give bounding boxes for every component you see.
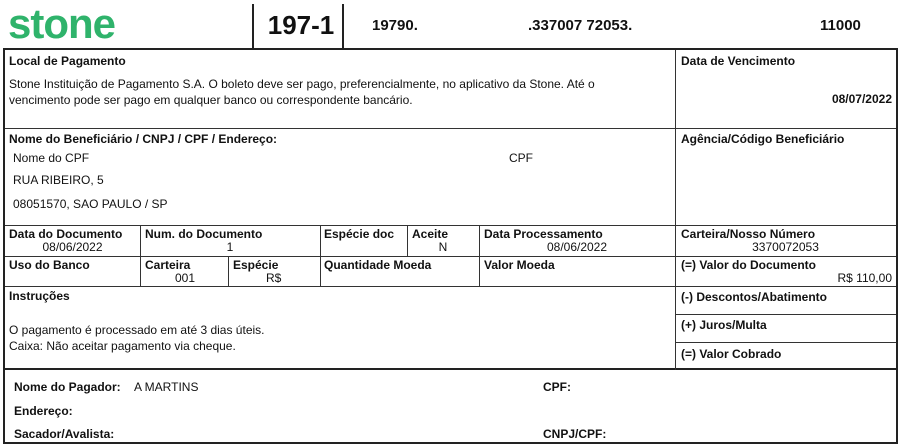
valor-documento-value: R$ 110,00 [837,271,892,285]
instrucoes-line: O pagamento é processado em até 3 dias úteis. [9,323,265,337]
carteira-label: Carteira [145,258,191,272]
especie-label: Espécie [233,258,279,272]
row-divider [5,286,896,287]
cell-divider [479,256,480,286]
instrucoes-label: Instruções [9,289,70,303]
cell-divider [228,256,229,286]
carteira-nosso-numero-label: Carteira/Nosso Número [681,227,816,241]
pagador-label: Nome do Pagador: [14,380,121,394]
num-documento-value: 1 [226,240,234,254]
pagador-endereco-label: Endereço: [14,404,73,418]
row-divider [5,225,896,226]
juros-label: (+) Juros/Multa [681,318,767,332]
digitable-line-part-2: .337007 72053. [528,17,633,34]
pagador-name: A MARTINS [134,380,199,394]
data-processamento-value: 08/06/2022 [546,240,608,254]
vencimento-value: 08/07/2022 [831,92,892,106]
boleto-table [3,48,898,370]
sacador-avalista-label: Sacador/Avalista: [14,427,115,441]
data-documento-label: Data do Documento [9,227,123,241]
cell-divider [140,256,141,286]
pagador-cpf-label: CPF: [543,380,571,394]
aceite-value: N [438,240,448,254]
aceite-label: Aceite [412,227,449,241]
valor-moeda-label: Valor Moeda [484,258,555,272]
stone-logo: stone [8,0,116,47]
uso-banco-label: Uso do Banco [9,258,90,272]
header-divider [342,4,344,48]
especie-doc-label: Espécie doc [324,227,395,241]
cell-divider [320,225,321,256]
beneficiario-address: RUA RIBEIRO, 5 [13,173,104,187]
num-documento-label: Num. do Documento [145,227,263,241]
right-column-divider [675,50,676,370]
cell-divider [320,256,321,286]
row-divider [675,314,896,315]
data-documento-value: 08/06/2022 [42,240,103,254]
agencia-label: Agência/Código Beneficiário [681,132,845,146]
carteira-nosso-numero-value: 3370072053 [752,240,819,254]
beneficiario-label: Nome do Beneficiário / CNPJ / CPF / Endereço: [9,132,278,146]
pagador-cnpj-label: CNPJ/CPF: [543,427,607,441]
local-pagamento-text: Stone Instituição de Pagamento S.A. O boleto deve ser pago, preferencialmente, no aplicativo da Stone. Até o [9,77,595,91]
beneficiario-address: 08051570, SAO PAULO / SP [13,197,168,211]
quantidade-moeda-label: Quantidade Moeda [324,258,432,272]
instrucoes-line: Caixa: Não aceitar pagamento via cheque. [9,339,236,353]
digitable-line-part-3: 11000 [820,17,861,34]
vencimento-label: Data de Vencimento [681,54,796,68]
descontos-label: (-) Descontos/Abatimento [681,290,828,304]
digitable-line-part-1: 19790. [372,17,418,34]
local-pagamento-label: Local de Pagamento [9,54,126,68]
valor-cobrado-label: (=) Valor Cobrado [681,347,782,361]
local-pagamento-text: vencimento pode ser pago em qualquer banco ou correspondente bancário. [9,93,413,107]
header-divider [252,4,254,48]
bank-code: 197-1 [267,10,335,40]
boleto-header [0,0,900,48]
row-divider [675,342,896,343]
beneficiario-name: Nome do CPF [13,151,90,165]
data-processamento-label: Data Processamento [484,227,603,241]
row-divider [5,128,896,129]
pagador-section [3,370,898,444]
especie-value: R$ [266,271,282,285]
beneficiario-cpf: CPF [509,151,533,165]
valor-documento-label: (=) Valor do Documento [681,258,817,272]
carteira-value: 001 [175,271,196,285]
row-divider [5,256,896,257]
